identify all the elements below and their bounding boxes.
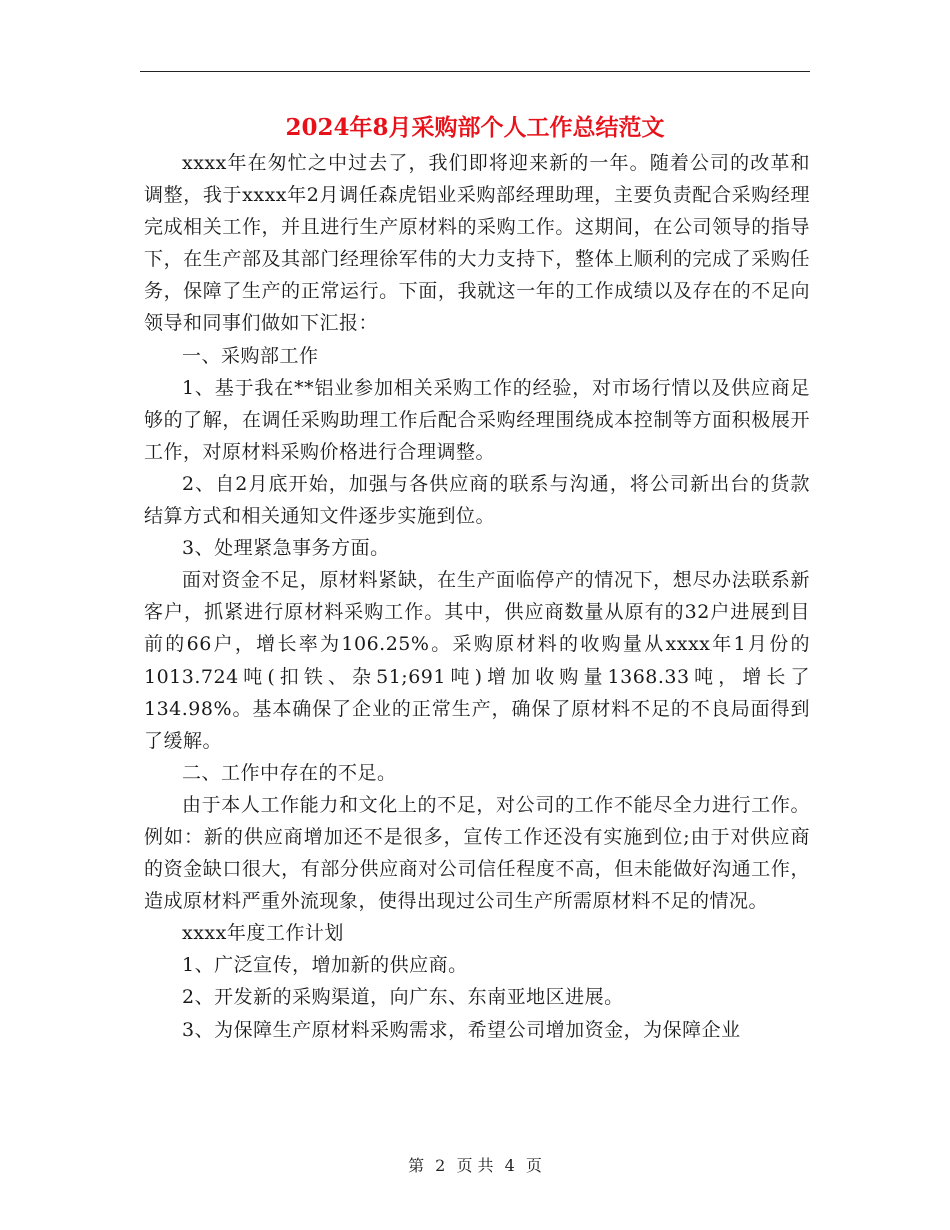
paragraph-shortcomings: 由于本人工作能力和文化上的不足，对公司的工作不能尽全力进行工作。例如：新的供应商增加还不是很多，宣传工作还没有实施到位;由于对供应商的资金缺口很大，有部分供应商对公司信任程度不高，但未能做好沟通工作，造成原材料严重外流现象，使得出现过公司生产所需原材料不足的情况。 [144,793,810,913]
page-label-prefix: 第 [408,1156,425,1175]
section-heading-shortcomings: 二、工作中存在的不足。 [182,761,397,784]
page-label-suffix: 页 [525,1156,542,1175]
plan-item-1: 1、广泛宣传，增加新的供应商。 [182,954,468,977]
plan-item-3: 3、为保障生产原材料采购需求，希望公司增加资金，为保障企业 [182,1018,741,1041]
paragraph-intro: xxxx年在匆忙之中过去了，我们即将迎来新的一年。随着公司的改革和调整，我于xxxx年2月调任森虎铝业采购部经理助理，主要负责配合采购经理完成相关工作，并且进行生产原材料的采购工作。这期间，在公司领导的指导下，在生产部及其部门经理徐军伟的大力支持下，整体上顺利的完成了采购任务，保障了生产的正常运行。下面，我就这一年的工作成绩以及存在的不足向领导和同事们做如下汇报： [144,152,810,335]
paragraph-item-3: 3、处理紧急事务方面。 [182,537,390,560]
page-footer [0,1155,950,1177]
section-heading-procurement: 一、采购部工作 [182,344,319,367]
paragraph-item-1: 1、基于我在**铝业参加相关采购工作的经验，对市场行情以及供应商足够的了解，在调任采购助理工作后配合采购经理围绕成本控制等方面积极展开工作，对原材料采购价格进行合理调整。 [144,376,810,463]
paragraph-emergency-details: 面对资金不足，原材料紧缺，在生产面临停产的情况下，想尽办法联系新客户，抓紧进行原材料采购工作。其中，供应商数量从原有的32户进展到目前的66户，增长率为106.25%。采购原材料的收购量从xxxx年1月份的1013.724吨(扣铁、杂51;691吨)增加收购量1368.33吨，增长了134.98%。基本确保了企业的正常生产，确保了原材料不足的不良局面得到了缓解。 [144,569,810,752]
document-title: 2024年8月采购部个人工作总结范文 [285,114,665,141]
header-rule [140,71,810,72]
total-page-count: 4 [504,1156,515,1175]
page-label-mid: 页 共 [456,1156,494,1175]
paragraph-item-2: 2、自2月底开始，加强与各供应商的联系与沟通，将公司新出台的货款结算方式和相关通知文件逐步实施到位。 [144,472,810,528]
current-page-number: 2 [435,1156,446,1175]
section-heading-plan: xxxx年度工作计划 [182,922,344,945]
document-body [144,147,810,1046]
plan-item-2: 2、开发新的采购渠道，向广东、东南亚地区进展。 [182,986,624,1009]
